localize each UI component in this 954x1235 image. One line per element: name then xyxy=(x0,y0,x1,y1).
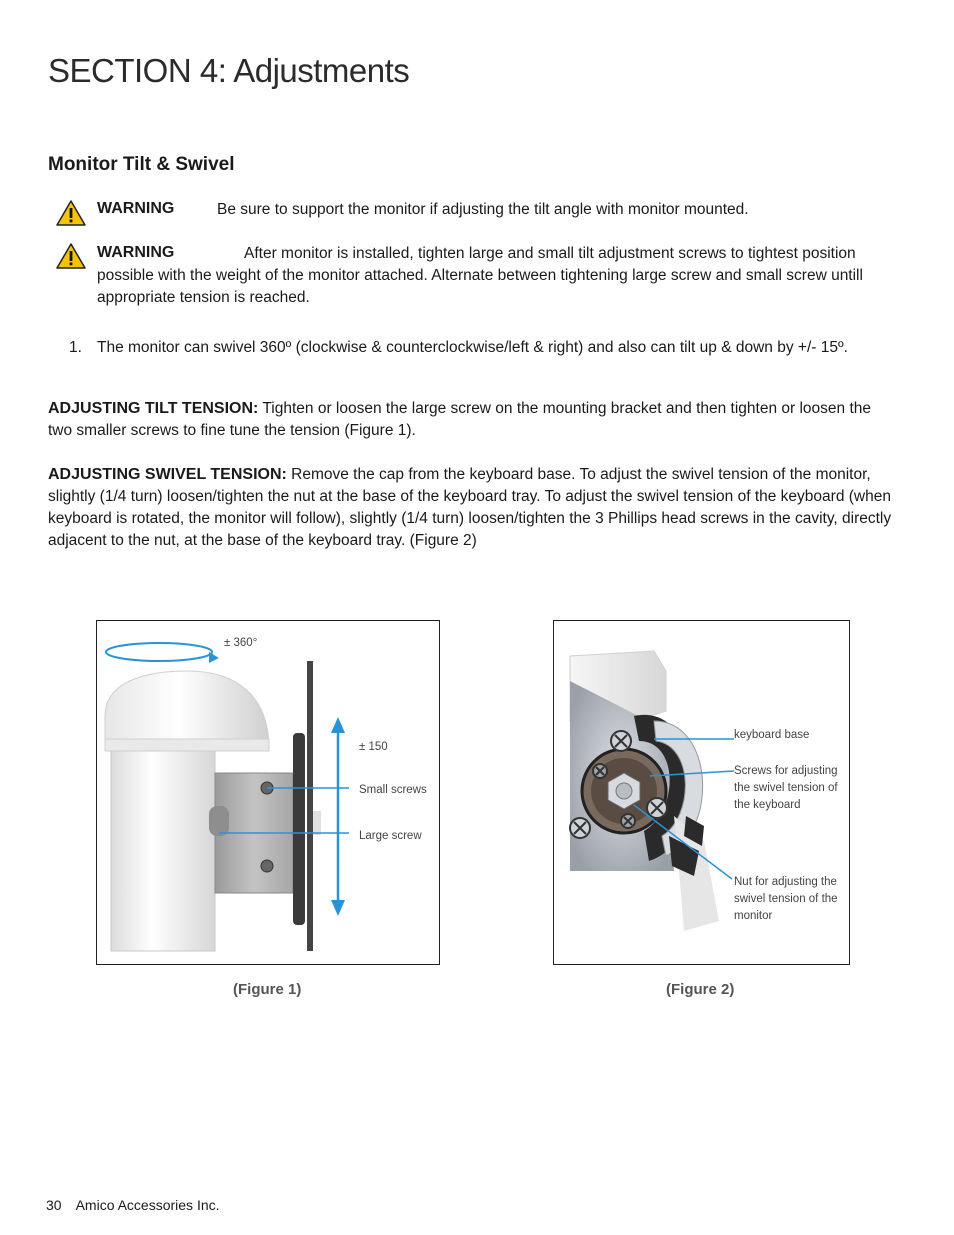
tilt-tension-lead: ADJUSTING TILT TENSION: xyxy=(48,400,259,417)
list-number: 1. xyxy=(69,339,82,356)
figure-1-caption: (Figure 1) xyxy=(233,981,302,998)
figure-2-caption: (Figure 2) xyxy=(666,981,735,998)
warning-text-line1: After monitor is installed, tighten large and small tilt adjustment screws to tightest position xyxy=(244,245,856,262)
warning-label: WARNING xyxy=(97,244,175,261)
swivel-tension-text: Remove the cap from the keyboard base. To adjust the swivel tension of the monitor, slightly (1/4 turn) loosen/tighten the nut at the base of the keyboard tray. To adjust the swivel tension of the keyboard (when keyboard is rotated, the monitor will follow), slightly (1/4 turn) loosen/tighten the 3 Phillips head screws in the cavity, directly adjacent to the nut, at the base of the keyboard tray. (Figure 2) xyxy=(48,466,892,549)
small-screws-label: Small screws xyxy=(359,784,427,796)
warning-icon xyxy=(55,199,87,227)
subheading-monitor-tilt-swivel: Monitor Tilt & Swivel xyxy=(48,154,235,175)
section-title: SECTION 4: Adjustments xyxy=(48,52,410,89)
screws-label: Screws for adjusting the swivel tension of the keyboard xyxy=(734,765,838,811)
rotation-label: ± 360° xyxy=(224,637,258,649)
tilt-tension-text: Tighten or loosen the large screw on the mounting bracket and then tighten or loosen the two smaller screws to fine tune the tension (Figure 1). xyxy=(48,400,872,439)
warning-text: Be sure to support the monitor if adjusting the tilt angle with monitor mounted. xyxy=(217,201,749,218)
nut-label: Nut for adjusting the swivel tension of the monitor xyxy=(734,876,838,922)
list-item: The monitor can swivel 360º (clockwise & counterclockwise/left & right) and also can tilt up & down by +/- 15º. xyxy=(97,339,848,356)
page-number: 30 xyxy=(46,1197,62,1213)
footer xyxy=(46,1197,220,1213)
company-name: Amico Accessories Inc. xyxy=(75,1197,220,1213)
figure-1 xyxy=(96,620,440,965)
warning-text-continued: possible with the weight of the monitor attached. Alternate between tightening large screw and small screw untill appropriate tension is reached. xyxy=(97,267,863,306)
tilt-label: ± 150 xyxy=(359,741,388,753)
tilt-tension-paragraph xyxy=(48,398,898,442)
warning-label: WARNING xyxy=(97,200,175,217)
large-screw-label: Large screw xyxy=(359,830,422,842)
swivel-tension-lead: ADJUSTING SWIVEL TENSION: xyxy=(48,466,287,483)
warning-icon xyxy=(55,242,87,270)
figure-2 xyxy=(553,620,850,965)
swivel-tension-paragraph xyxy=(48,464,898,552)
keyboard-base-label: keyboard base xyxy=(734,729,810,741)
